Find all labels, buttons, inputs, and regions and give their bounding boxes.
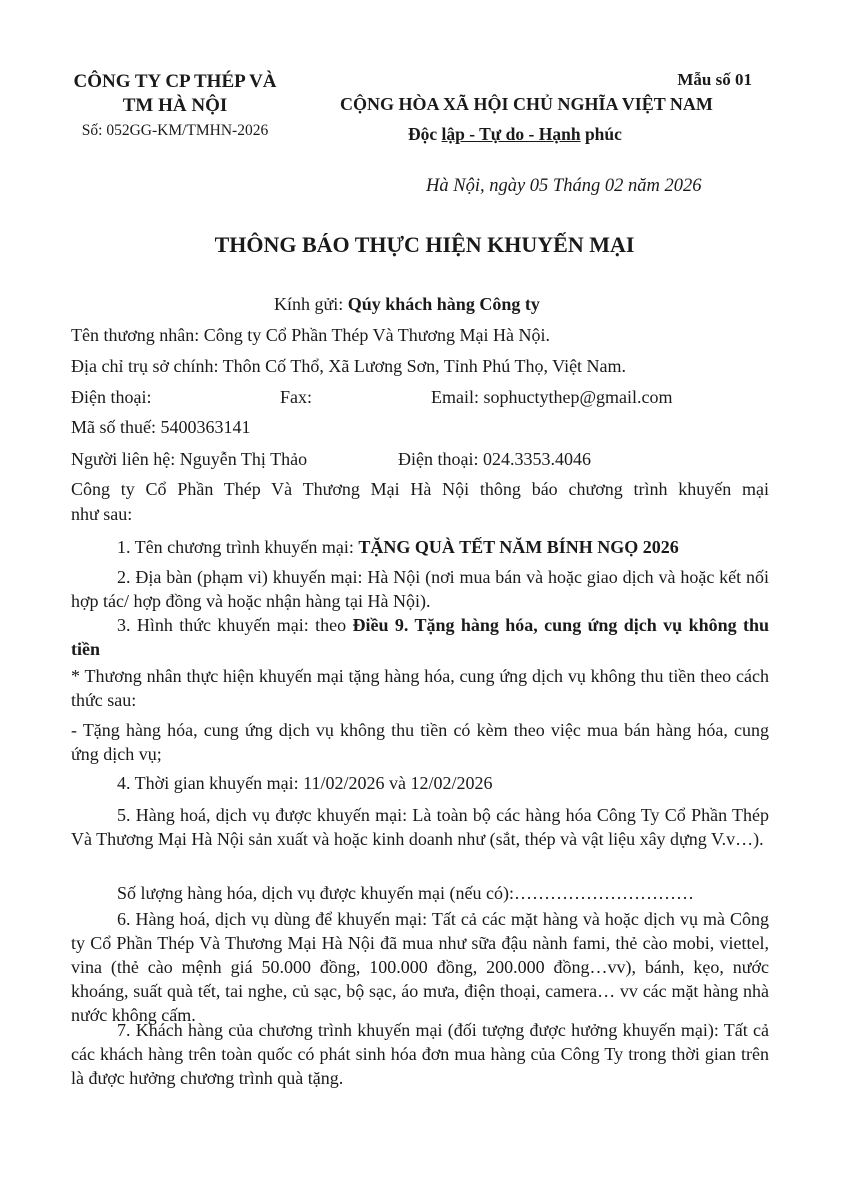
merchant-name: Tên thương nhân: Công ty Cổ Phần Thép Và Thương Mại Hà Nội. — [71, 325, 551, 345]
fax-label: Fax: — [280, 387, 313, 407]
quantity-line: Số lượng hàng hóa, dịch vụ được khuyến mại (nếu có):………………………… — [117, 883, 694, 903]
document-title: THÔNG BÁO THỰC HIỆN KHUYẾN MẠI — [214, 232, 635, 257]
company-name-line2: TM HÀ NỘI — [122, 95, 228, 116]
item-6: 6. Hàng hoá, dịch vụ dùng để khuyến mại: Tất cả các mặt hàng và hoặc dịch vụ mà Công ty Cổ Phần Thép Và Thương Mại Hà Nội đã mua như sữa đậu nành fami, thẻ cào mobi, viettel, vina (thẻ cào mệnh giá 50.000 đồng, 100.000 đồng, 200.000 đồng…vv), bánh, kẹo, nước khoáng, suất quà tết, tai nghe, củ sạc, bộ sạc, áo mưa, điện thoại, camera… vv các mặt hàng nhà nước không cấm. — [71, 909, 769, 1025]
note-gift-method: - Tặng hàng hóa, cung ứng dịch vụ không thu tiền có kèm theo việc mua bán hàng hóa, cung ứng dịch vụ; — [71, 720, 769, 764]
greeting-recipient: Qúy khách hàng Công ty — [347, 294, 540, 314]
company-block — [50, 70, 300, 143]
item-3 — [71, 613, 769, 661]
email: Email: sophuctythep@gmail.com — [431, 387, 673, 407]
company-name-line1: CÔNG TY CP THÉP VÀ — [73, 71, 277, 92]
motto-suffix: phúc — [580, 124, 622, 144]
intro-line2: như sau: — [71, 504, 133, 524]
item-5: 5. Hàng hoá, dịch vụ được khuyến mại: Là toàn bộ các hàng hóa Công Ty Cổ Phần Thép Và Thương Mại Hà Nội sản xuất và hoặc kinh doanh như (sắt, thép và vật liệu xây dựng V.v…). — [71, 805, 769, 849]
national-title: CỘNG HÒA XÃ HỘI CHỦ NGHĨA VIỆT NAM — [340, 94, 713, 114]
contact-person: Người liên hệ: Nguyễn Thị Thảo — [71, 449, 308, 469]
form-number: Mẫu số 01 — [677, 70, 752, 89]
national-motto — [408, 124, 622, 145]
item-4: 4. Thời gian khuyến mại: 11/02/2026 và 12/02/2026 — [117, 773, 493, 793]
item-3-label: 3. Hình thức khuyến mại: theo — [117, 615, 353, 635]
greeting-label: Kính gửi: — [274, 294, 348, 314]
merchant-address: Địa chỉ trụ sở chính: Thôn Cố Thổ, Xã Lương Sơn, Tỉnh Phú Thọ, Việt Nam. — [71, 356, 627, 376]
date-line: Hà Nội, ngày 05 Tháng 02 năm 2026 — [426, 176, 702, 196]
document-number: Số: 052GG-KM/TMHN-2026 — [81, 122, 269, 139]
motto-underlined: lập - Tự do - Hạnh — [441, 124, 581, 144]
motto-prefix: Độc — [408, 124, 442, 144]
item-3-value: Điều 9. Tặng hàng hóa, cung ứng dịch vụ không thu tiền — [71, 615, 769, 659]
greeting — [274, 292, 540, 316]
note-method: * Thương nhân thực hiện khuyến mại tặng hàng hóa, cung ứng dịch vụ không thu tiền theo cách thức sau: — [71, 666, 769, 710]
phone-label: Điện thoại: — [71, 387, 152, 407]
tax-code: Mã số thuế: 5400363141 — [71, 417, 251, 437]
item-2: 2. Địa bàn (phạm vi) khuyến mại: Hà Nội (nơi mua bán và hoặc giao dịch và hoặc kết nối hợp tác/ hợp đồng và hoặc nhận hàng tại Hà Nội). — [71, 567, 769, 611]
contact-phone: Điện thoại: 024.3353.4046 — [398, 449, 591, 469]
item-1 — [117, 535, 679, 559]
intro-line1: Công ty Cổ Phần Thép Và Thương Mại Hà Nội thông báo chương trình khuyến mại — [71, 479, 769, 499]
item-1-value: TẶNG QUÀ TẾT NĂM BÍNH NGỌ 2026 — [358, 537, 679, 557]
item-7: 7. Khách hàng của chương trình khuyến mại (đối tượng được hưởng khuyến mại): Tất cả các khách hàng trên toàn quốc có phát sinh hóa đơn mua hàng của Công Ty trong thời gian trên là được hưởng chương trình quà tặng. — [71, 1020, 769, 1088]
item-1-label: 1. Tên chương trình khuyến mại: — [117, 537, 359, 557]
